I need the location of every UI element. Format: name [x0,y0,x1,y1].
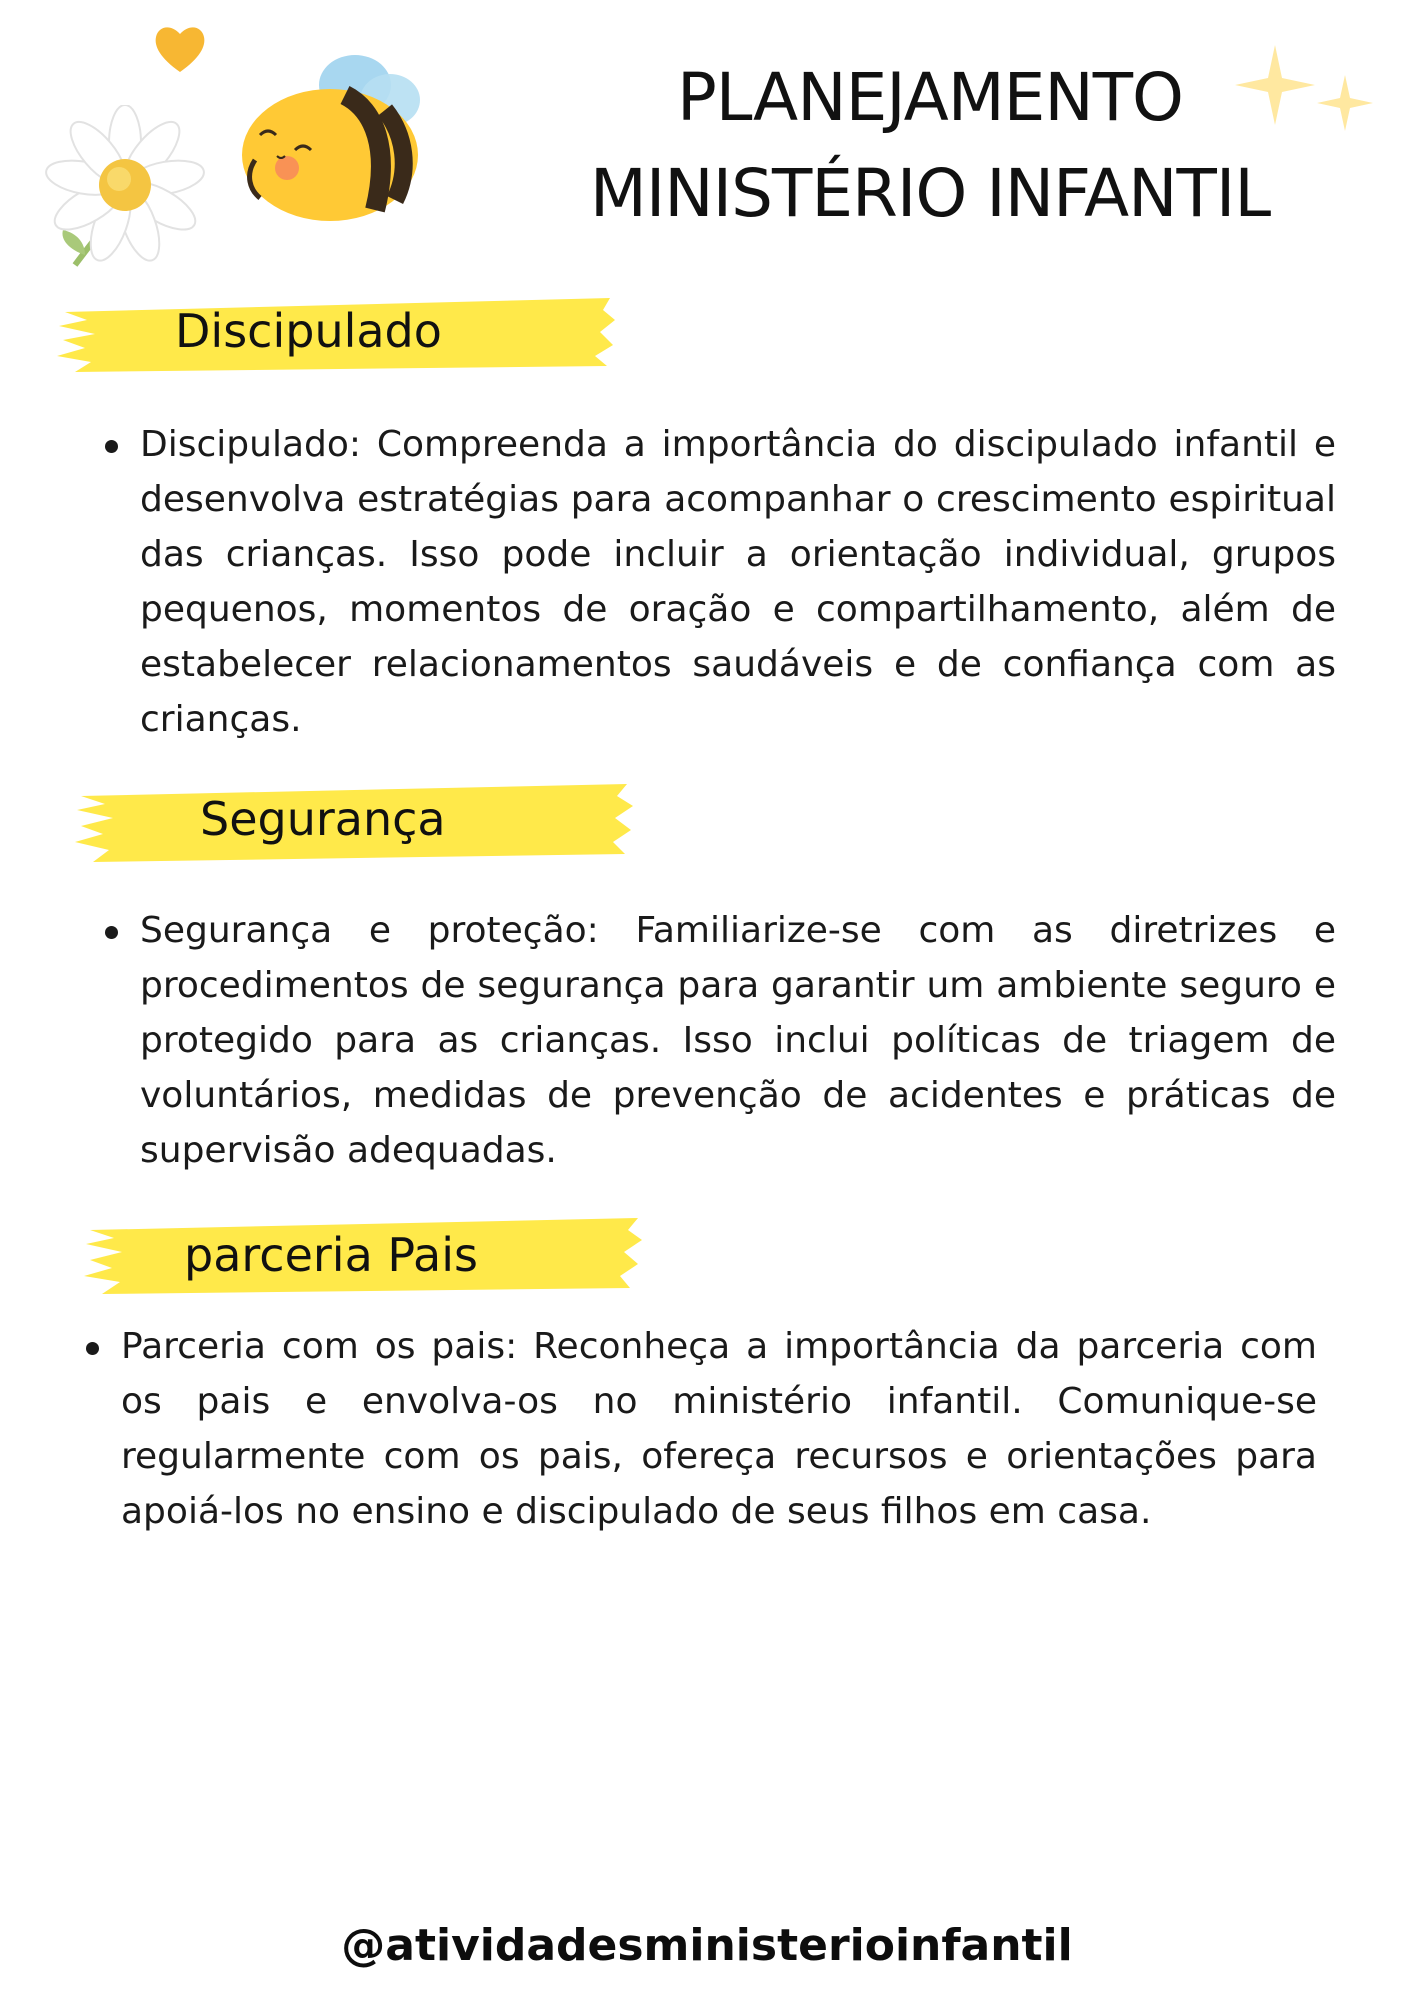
title-line-1: PLANEJAMENTO [676,59,1184,136]
heart-icon [150,20,210,76]
section-header-seguranca [75,778,635,868]
bee-icon [225,40,435,240]
bullet-icon [105,926,118,939]
section-paragraph: Segurança e proteção: Familiarize-se com as diretrizes e procedimentos de segurança para garantir um ambiente seguro e protegido para as crianças. Isso inclui políticas de triagem de voluntários, medidas de prevenção de acidentes e práticas de supervisão adequadas. [140,910,1336,1171]
page-title [560,50,1300,242]
title-line-2: MINISTÉRIO INFANTIL [589,155,1271,232]
daisy-flower-icon [15,105,215,275]
section-paragraph: Parceria com os pais: Reconheça a importância da parceria com os pais e envolva-os no ministério infantil. Comunique-se regularmente com os pais, ofereça recursos e orientações para apoiá-los no ensino e discipulado de seus filhos em casa. [121,1326,1317,1532]
section-paragraph: Discipulado: Compreenda a importância do discipulado infantil e desenvolva estratégias para acompanhar o crescimento espiritual das crianças. Isso pode incluir a orientação individual, grupos pequenos, momentos de oração e compartilhamento, além de estabelecer relacionamentos saudáveis e de confiança com as crianças. [140,424,1336,740]
section-heading: parceria Pais [184,1228,478,1282]
footer-handle: @atividadesministerioinfantil [341,1920,1073,1971]
section-heading: Discipulado [175,304,442,358]
section-heading: Segurança [200,792,446,846]
bullet-icon [105,440,118,453]
section-header-discipulado [55,290,615,380]
bullet-icon [86,1342,99,1355]
section-header-parceria-pais [82,1210,642,1300]
